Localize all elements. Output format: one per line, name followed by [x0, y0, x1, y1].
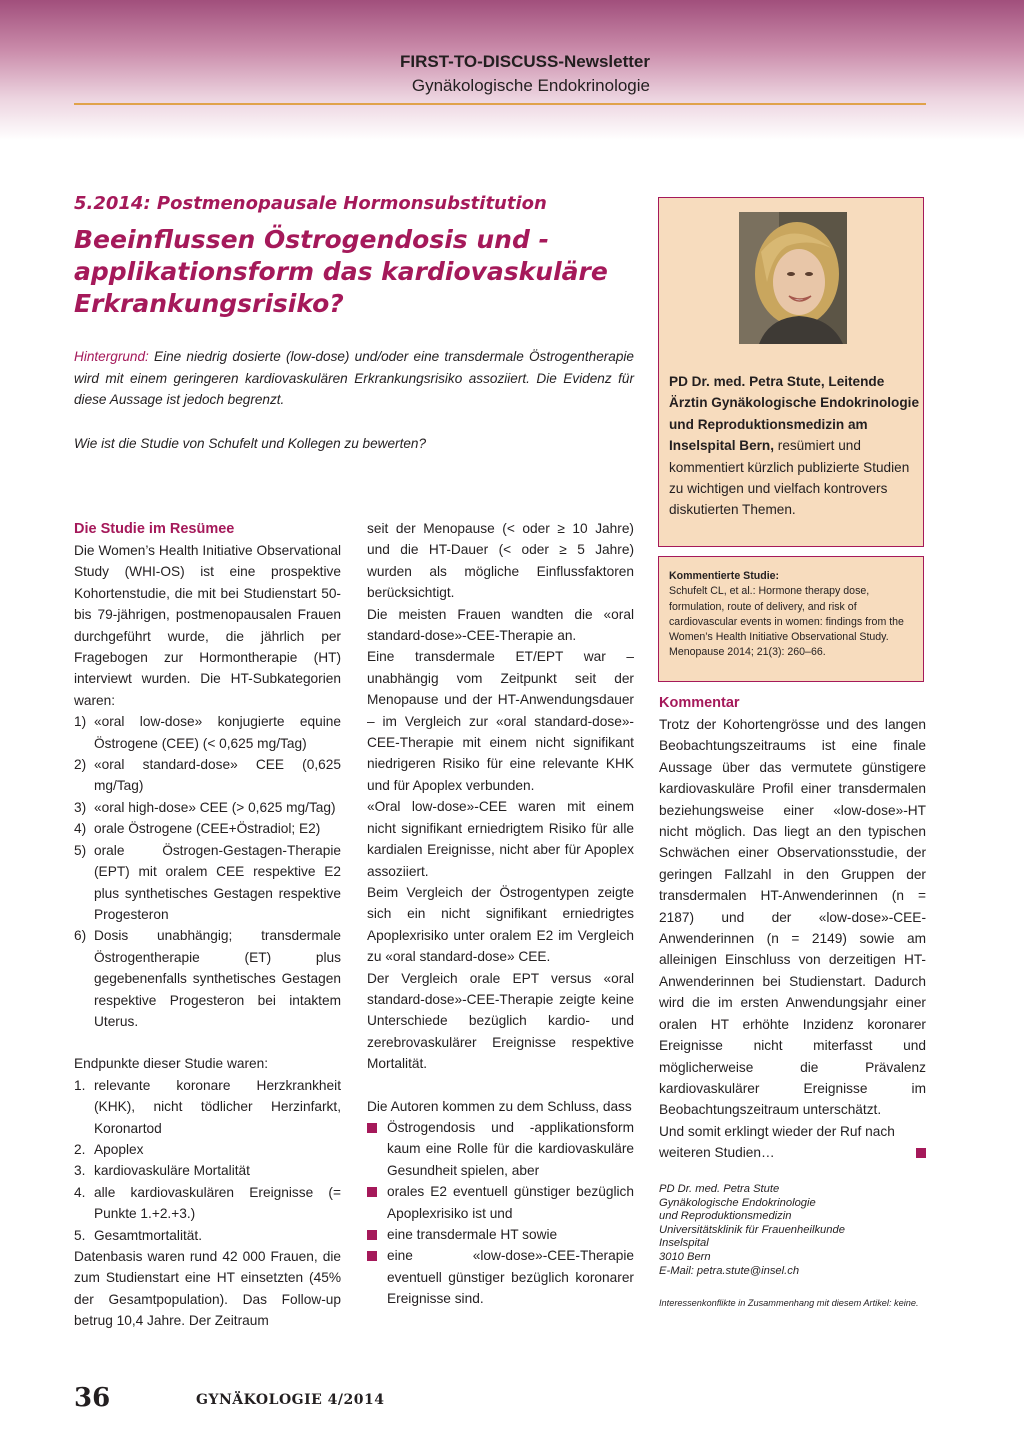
- list-item: 6) Dosis unabhängig; transdermale Östrogentherapie (ET) plus gegebenenfalls synthetisches Gestagen respektive Progesteron bei intaktem Uterus.: [74, 928, 341, 1029]
- list-item: 4. alle kardiovaskulären Ereignisse (= Punkte 1.+2.+3.): [74, 1184, 341, 1222]
- study-reference-citation: Schufelt CL, et al.: Hormone therapy dose, formulation, route of delivery, and risk of cardiovascular events in women: findings from the Women’s Health Initiative Observational Study. Menopause 2014; 21(3): 260–66.: [669, 585, 904, 659]
- list-item: 1) «oral low-dose» konjugierte equine Östrogene (CEE) (< 0,625 mg/Tag): [74, 714, 341, 751]
- author-profile-text: [669, 371, 919, 521]
- list-item: 5. Gesamtmortalität.: [74, 1227, 203, 1243]
- signature-line: Gynäkologische Endokrinologie: [659, 1196, 816, 1209]
- results-paragraph: Eine transdermale ET/EPT war – unabhängig vom Zeitpunkt seit der Menopause und der HT-Anwendungsdauer – im Vergleich zur «oral standard-dose»-CEE-Therapie mit einem nicht signifikant niedrigeren Risiko für eine relevante KHK und für Apoplex verbunden.: [367, 649, 634, 793]
- author-name-title: PD Dr. med. Petra Stute, Leitende Ärztin Gynäkologische Endokrinologie und Reproduktionsmedizin am Inselspital Bern,: [669, 374, 920, 454]
- results-paragraph: «Oral low-dose»-CEE waren mit einem nicht signifikant erniedrigtem Risiko für alle kardialen Ereignisse, nicht aber für Apoplex assoziiert.: [367, 799, 634, 879]
- results-paragraph: Die meisten Frauen wandten die «oral standard-dose»-CEE-Therapie an.: [367, 606, 634, 644]
- bullet-item: orales E2 eventuell günstiger bezüglich Apoplexrisiko ist und: [367, 1181, 634, 1224]
- newsletter-subtitle: Gynäkologische Endokrinologie: [411, 76, 650, 95]
- lead-question: Wie ist die Studie von Schufelt und Kollegen zu bewerten?: [74, 436, 427, 451]
- bullet-square-icon: [367, 1224, 387, 1245]
- list-item: 4) orale Östrogene (CEE+Östradiol; E2): [74, 821, 321, 837]
- data-basis-paragraph: Datenbasis waren rund 42 000 Frauen, die zum Studienstart eine HT einsetzten (45% der Gesamtpopulation). Das Follow-up betrug 10,4 Jahre. Der Zeitraum: [74, 1249, 341, 1329]
- summary-intro: Die Women’s Health Initiative Observational Study (WHI-OS) ist eine prospektive Kohortenstudie, die mit bei Studienstart 50- bis 79-jährigen, postmenopausalen Frauen durchgeführt wurde, die jährlich per Fragebogen zur Hormontherapie (HT) interviewt wurden. Die HT-Subkategorien waren:: [74, 543, 341, 708]
- study-reference-heading: Kommentierte Studie:: [669, 570, 780, 582]
- newsletter-title: FIRST-TO-DISCUSS-Newsletter: [399, 52, 650, 71]
- bullet-item: eine «low-dose»-CEE-Therapie eventuell günstiger bezüglich koronarer Ereignisse sind.: [367, 1245, 634, 1309]
- author-description: resümiert und kommentiert kürzlich publizierte Studien zu wichtigen und vielfach kontrovers diskutierten Themen.: [669, 438, 910, 518]
- header-banner: [0, 0, 1024, 140]
- journal-issue: GYNÄKOLOGIE 4/2014: [196, 1392, 385, 1408]
- column-commentary: [659, 692, 926, 1164]
- list-item: 3) «oral high-dose» CEE (> 0,625 mg/Tag): [74, 799, 336, 815]
- subcategory-list: [74, 711, 341, 1032]
- column-study-summary: [74, 518, 341, 1332]
- commentary-closing: Und somit erklingt wieder der Ruf nach weiteren Studien…: [659, 1121, 926, 1164]
- section-heading-summary: Die Studie im Resümee: [74, 521, 235, 537]
- article-title: Beeinflussen Östrogendosis und -applikationsform das kardiovaskuläre Erkrankungsrisiko?: [74, 225, 608, 318]
- signature-line: Universitätsklinik für Frauenheilkunde: [659, 1223, 845, 1236]
- list-item: 5) orale Östrogen-Gestagen-Therapie (EPT) mit oralem CEE respektive E2 plus synthetisches Gestagen respektive Progesteron: [74, 842, 341, 922]
- conclusion-list: [367, 1117, 634, 1310]
- bullet-square-icon: [367, 1117, 387, 1181]
- bullet-item: Östrogendosis und -applikationsform kaum eine Rolle für die kardiovaskuläre Gesundheit spielen, aber: [367, 1117, 634, 1181]
- bullet-item: eine transdermale HT sowie: [367, 1224, 634, 1245]
- endpoints-intro: Endpunkte dieser Studie waren:: [74, 1056, 269, 1072]
- author-signature: [659, 1183, 926, 1278]
- endpoint-list: [74, 1075, 341, 1246]
- background-label: Hintergrund:: [74, 349, 149, 364]
- column-study-results: [367, 518, 634, 1310]
- commentary-paragraph: Trotz der Kohortengrösse und des langen Beobachtungszeitraums ist eine finale Aussage über das vermutete günstigere kardiovaskuläre Profil einer transdermalen beziehungsweise einer «low-dose»-HT nicht möglich. Das liegt an den typischen Schwächen einer Observationsstudie, der geringen Fallzahl in den Gruppen der transdermalen HT-Anwenderinnen (n = 2187) und der «low-dose»-CEE-Anwenderinnen (n = 2149) sowie am alleinigen Einschluss von derzeitigen HT-Anwenderinnen bei Studienstart. Dadurch wird die im ersten Anwendungsjahr einer oralen HT erhöhte Inzidenz koronarer Ereignisse nicht miterfasst und möglicherweise die Prävalenz kardiovaskulärer Ereignisse im Beobachtungszeitraum unterschätzt.: [659, 717, 926, 1118]
- section-heading-commentary: Kommentar: [659, 695, 740, 711]
- header-rule: [74, 103, 926, 105]
- conclusion-intro: Die Autoren kommen zu dem Schluss, dass: [367, 1098, 632, 1114]
- author-profile-box: [658, 197, 924, 547]
- bullet-square-icon: [367, 1181, 387, 1224]
- list-item: 1. relevante koronare Herzkrankheit (KHK), nicht tödlicher Herzinfarkt, Koronartod: [74, 1077, 341, 1136]
- results-paragraph: seit der Menopause (< oder ≥ 10 Jahre) und die HT-Dauer (< oder ≥ 5 Jahre) wurden als mögliche Einflussfaktoren berücksichtigt.: [367, 521, 634, 601]
- page-number: 36: [74, 1383, 111, 1413]
- list-item: 2. Apoplex: [74, 1141, 144, 1157]
- conflict-of-interest-note: Interessenkonflikte in Zusammenhang mit diesem Artikel: keine.: [659, 1298, 919, 1308]
- signature-line: Inselspital: [659, 1237, 709, 1250]
- end-of-article-icon: [916, 1148, 926, 1158]
- signature-line: und Reproduktionsmedizin: [659, 1210, 792, 1223]
- signature-line: 3010 Bern: [659, 1250, 711, 1263]
- signature-email: E-Mail: petra.stute@insel.ch: [659, 1264, 800, 1277]
- results-paragraph: Der Vergleich orale EPT versus «oral standard-dose»-CEE-Therapie zeigte keine Unterschiede bezüglich kardio- und zerebrovaskulärer Ereignisse respektive Mortalität.: [367, 970, 634, 1072]
- list-item: 2) «oral standard-dose» CEE (0,625 mg/Tag): [74, 757, 341, 794]
- results-paragraph: Beim Vergleich der Östrogentypen zeigte sich ein nicht signifikant erniedrigtes Apoplexrisiko unter oralem E2 im Vergleich zu «oral standard-dose» CEE.: [367, 884, 634, 965]
- bullet-square-icon: [367, 1245, 387, 1309]
- background-paragraph: [74, 346, 634, 411]
- author-photo: [739, 212, 847, 344]
- list-item: 3. kardiovaskuläre Mortalität: [74, 1163, 250, 1179]
- signature-line: PD Dr. med. Petra Stute: [659, 1183, 780, 1195]
- study-reference-box: [658, 556, 924, 682]
- article-kicker: 5.2014: Postmenopausale Hormonsubstitution: [74, 193, 547, 214]
- background-text: Eine niedrig dosierte (low-dose) und/oder eine transdermale Östrogentherapie wird mit einem geringeren kardiovaskulären Erkrankungsrisiko assoziiert. Die Evidenz für diese Aussage ist jedoch begrenzt.: [74, 349, 634, 407]
